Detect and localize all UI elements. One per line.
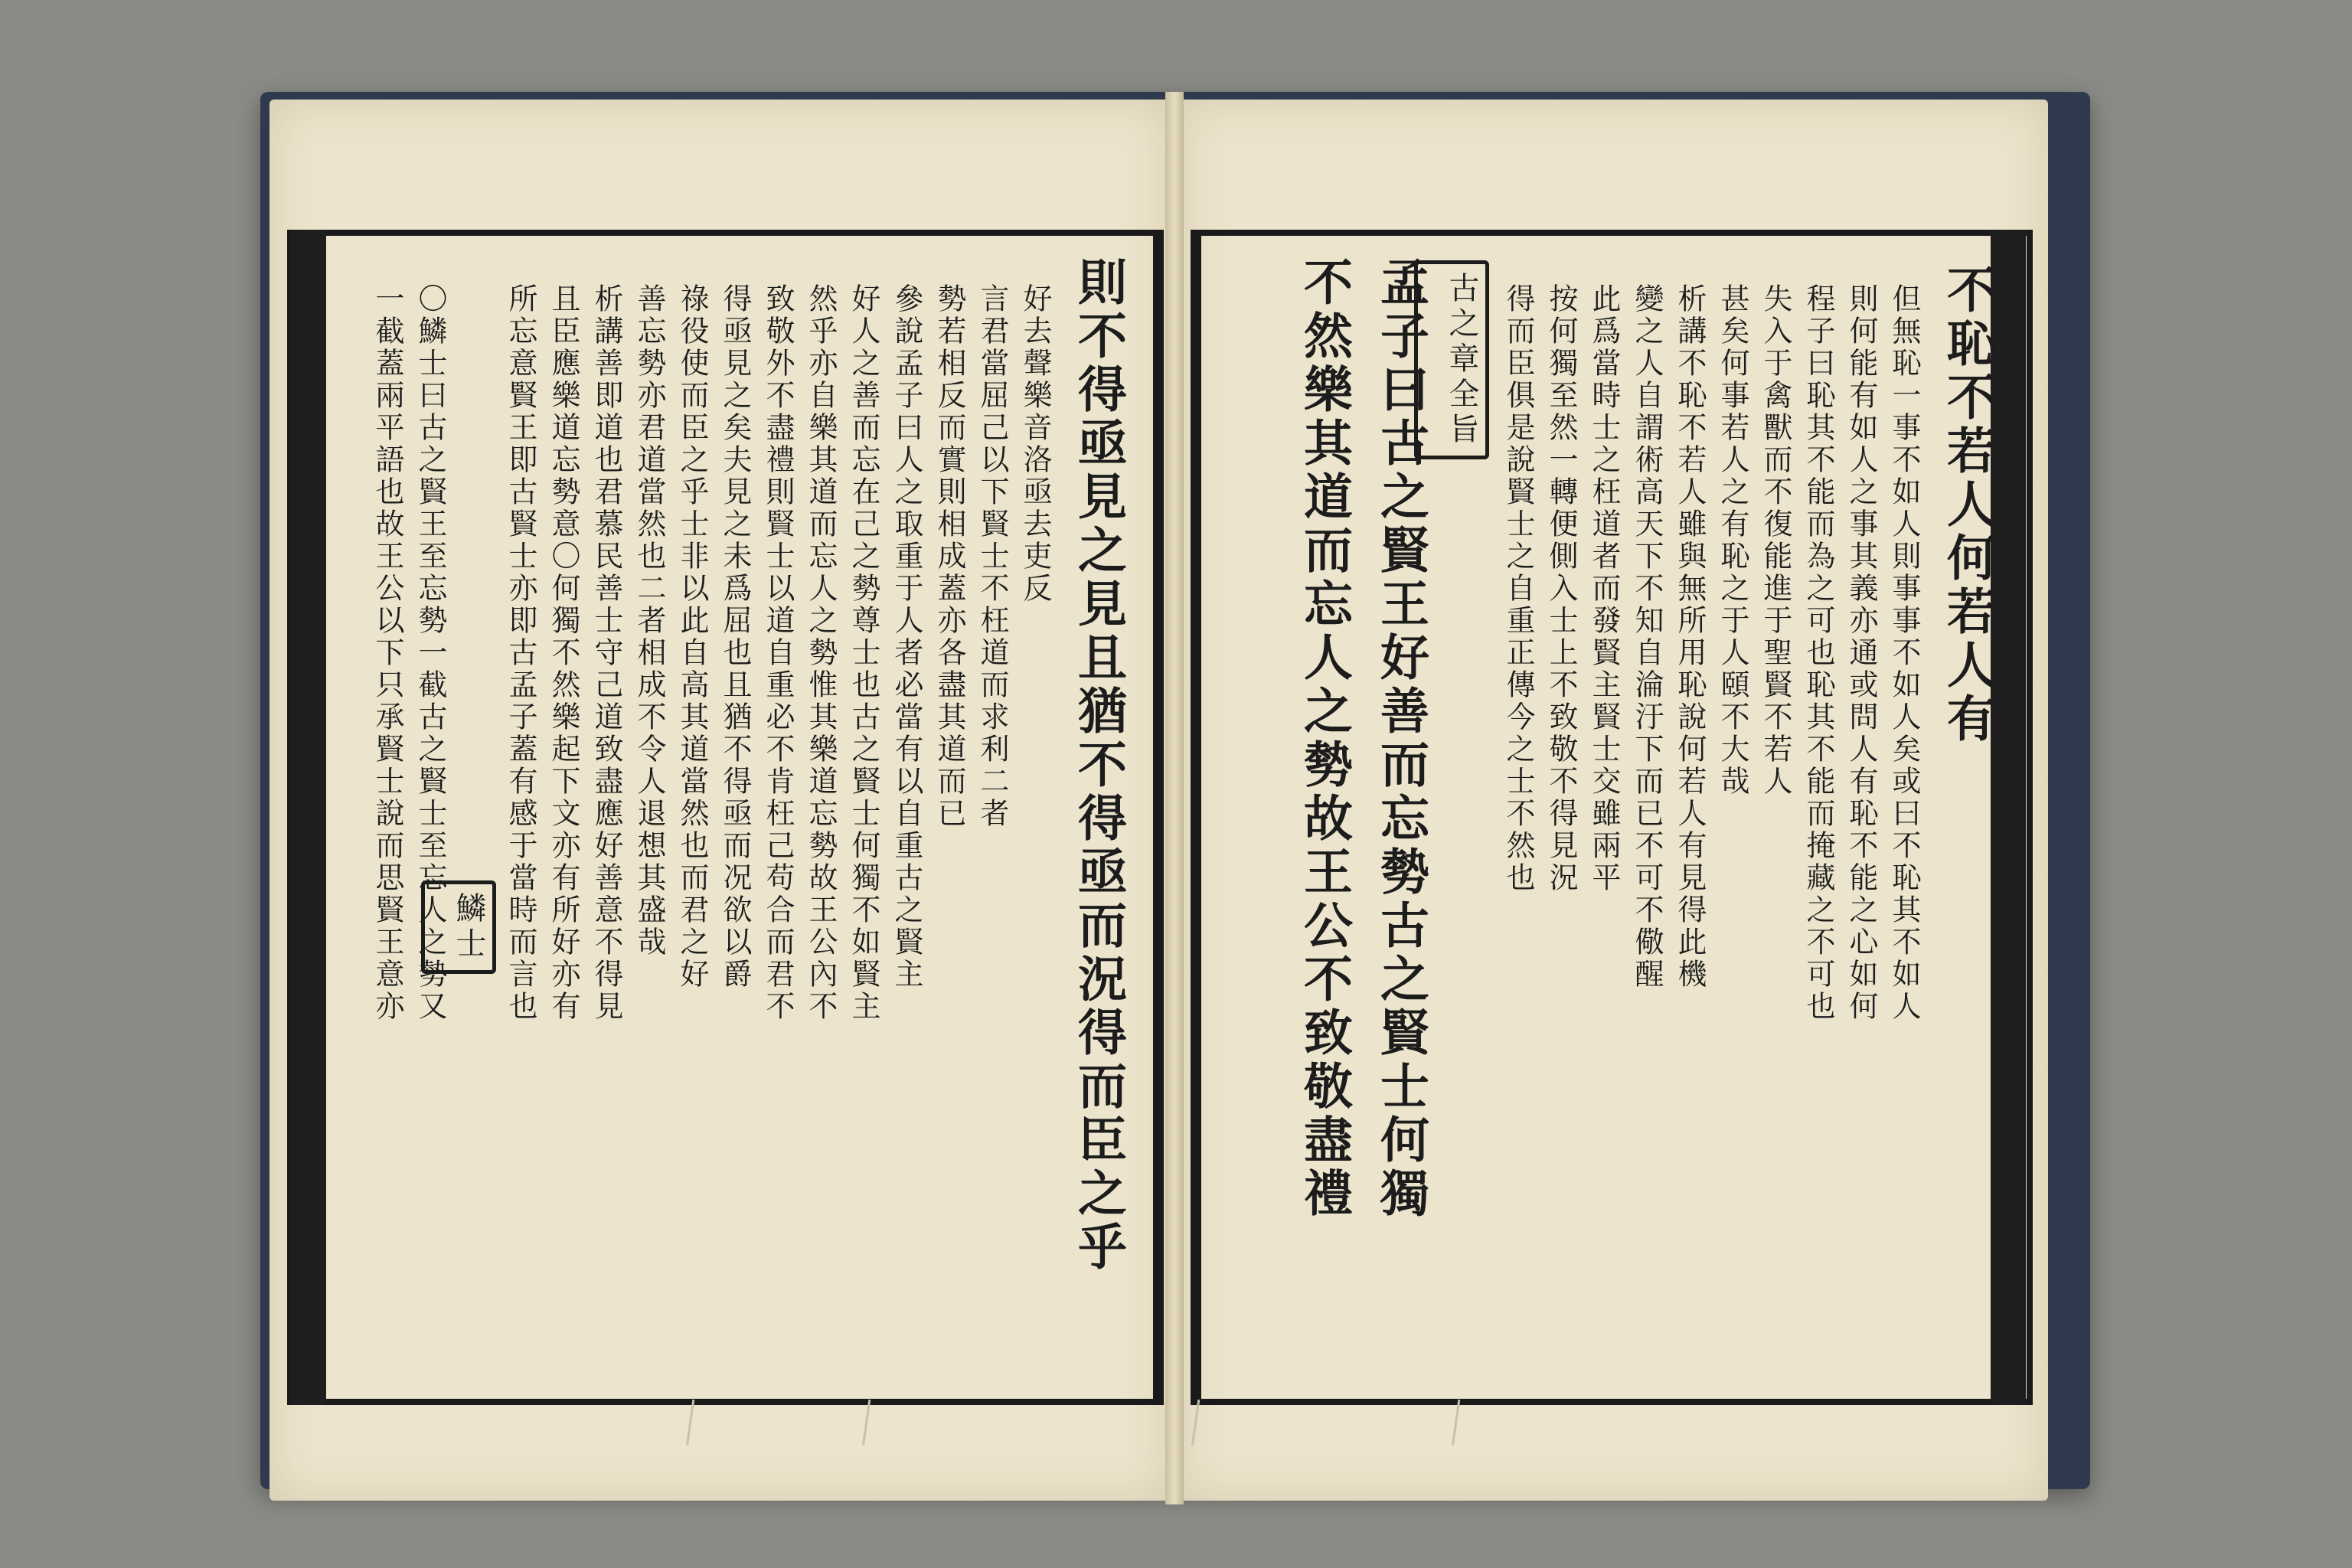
left-text-column: 言君當屈己以下賢士不枉道而求利二者 <box>975 283 1009 830</box>
left-text-column: 得亟見之矣夫見之未爲屈也且猶不得亟而况欲以爵 <box>718 283 752 991</box>
left-text-column: 致敬外不盡禮則賢士以道自重必不肯枉己苟合而君不 <box>761 283 795 1023</box>
chapter-tag: 古之章全旨 <box>1414 260 1489 459</box>
left-text-column: 參說孟子曰人之取重于人者必當有以自重古之賢主 <box>890 283 923 991</box>
right-text-column: 程子曰恥其不能而為之可也恥其不能而掩藏之不可也 <box>1802 283 1835 1023</box>
left-margin-strip <box>291 230 326 1405</box>
left-text-column: 好人之善而忘在己之勢尊士也古之賢士何獨不如賢主 <box>847 283 880 1023</box>
right-big-column: 孟子曰古之賢王好善而忘勢古之賢士何獨 <box>1372 256 1429 1221</box>
right-title-column: 不恥不若人何若人有 <box>1939 264 1996 746</box>
right-text-column: 變之人自謂術高天下不知自淪汙下而已不可不儆醒 <box>1630 283 1664 991</box>
left-tail-column: 〇鱗士曰古之賢王至忘勢一截古之賢士至忘人之勢又 <box>413 283 447 1023</box>
left-tail-column: 一截蓋兩平語也故王公以下只承賢士說而思賢王意亦 <box>371 283 404 1023</box>
left-text-column: 析講善即道也君慕民善士守己道致盡應好善意不得見 <box>590 283 623 1023</box>
right-page-text <box>1206 253 2017 1386</box>
left-text-column: 祿役使而臣之乎士非以此自高其道當然也而君之好 <box>675 283 709 991</box>
right-text-column: 則何能有如人之事其義亦通或問人有恥不能之心如何 <box>1844 283 1878 1023</box>
right-big-column: 不然樂其道而忘人之勢故王公不致敬盡禮 <box>1295 256 1353 1221</box>
left-page-text <box>337 253 1148 1386</box>
left-text-column: 勢若相反而實則相成蓋亦各盡其道而已 <box>933 283 966 830</box>
left-text-column: 且臣應樂道忘勢意〇何獨不然樂起下文亦有所好亦有 <box>547 283 580 1023</box>
right-text-column: 析講不恥不若人雖與無所用恥說何若人有見得此機 <box>1673 283 1707 991</box>
left-text-column: 所忘意賢王即古賢士亦即古孟子蓋有感于當時而言也 <box>504 283 537 1023</box>
right-text-column: 但無恥一事不如人則事事不如人矣或曰不恥其不如人 <box>1887 283 1921 1023</box>
book-gutter <box>1165 92 1184 1504</box>
left-big-column: 則不得亟見之見且猶不得亟而況得而臣之乎 <box>1070 256 1127 1275</box>
commentary-tag: 鱗士 <box>421 880 496 974</box>
right-text-column: 失入于禽獸而不復能進于聖賢不若人 <box>1759 283 1792 798</box>
left-text-column: 好去聲樂音洛亟去吏反 <box>1018 283 1052 605</box>
left-text-column: 然乎亦自樂其道而忘人之勢惟其樂道忘勢故王公內不 <box>804 283 838 1023</box>
right-text-column: 甚矣何事若人之有恥之于人頤不大哉 <box>1716 283 1749 798</box>
right-text-column: 得而臣俱是說賢士之自重正傳今之士不然也 <box>1501 283 1535 894</box>
left-text-column: 善忘勢亦君道當然也二者相成不令人退想其盛哉 <box>632 283 666 959</box>
right-text-column: 此爲當時士之枉道者而發賢主賢士交雖兩平 <box>1587 283 1621 894</box>
right-text-column: 按何獨至然一轉便側入士上不致敬不得見況 <box>1544 283 1578 894</box>
